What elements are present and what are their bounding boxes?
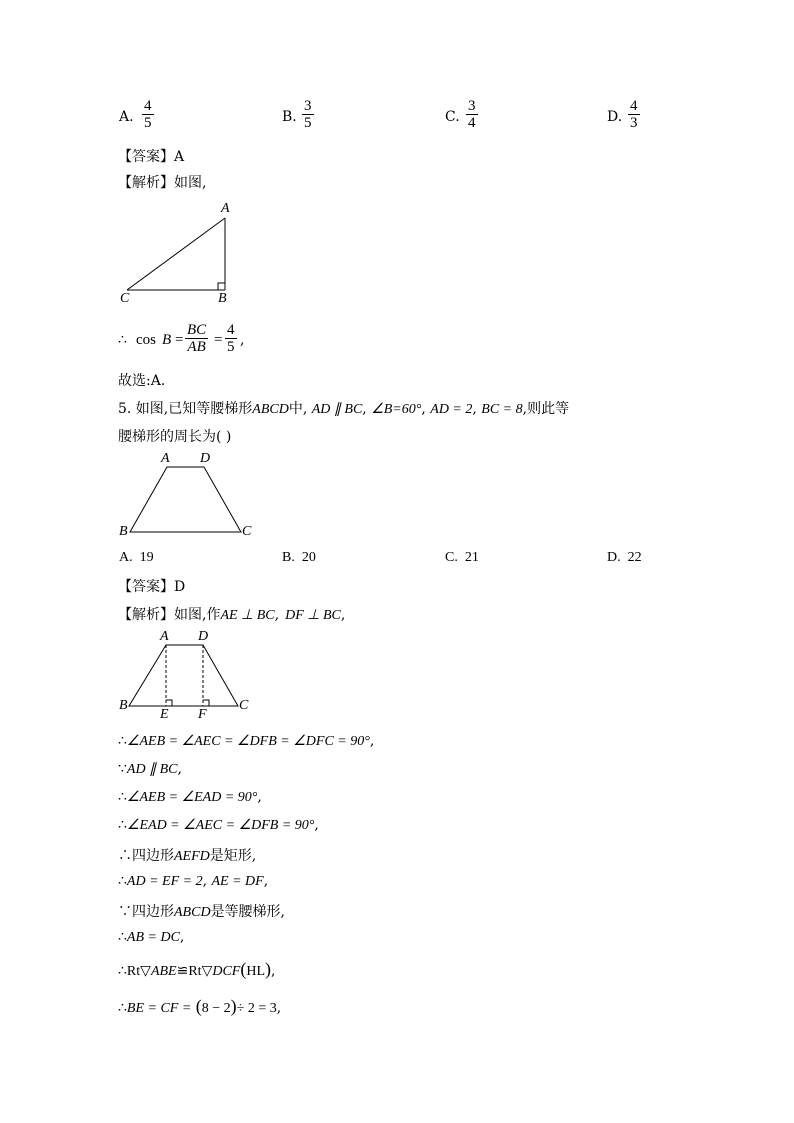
fraction-bc-ab: $\frac{BC}{AB}$ — [187, 322, 207, 355]
step-6: ∴AD = EF = 2, AE = DF, — [118, 873, 269, 889]
cos-tail: , — [240, 332, 245, 348]
congruence-line: ∴Rt▽ABE≌Rt▽DCF(HL), — [118, 959, 276, 979]
trap-label-c: C — [242, 524, 252, 539]
step-2: ∵AD ∥ BC, — [118, 761, 182, 777]
q4-option-c-fraction: $\frac{3}{4}$ — [468, 98, 476, 131]
q4-option-d-fraction: $\frac{4}{3}$ — [630, 98, 638, 131]
q5-option-b: B. 20 — [282, 550, 316, 565]
analysis-intro: 如图, — [174, 175, 207, 191]
trap-label-b: B — [119, 524, 128, 539]
cos-var: B — [162, 332, 172, 348]
q5-stem-line2: 腰梯形的周长为( ) — [118, 429, 232, 445]
trap2-label-b: B — [119, 698, 128, 713]
triangle-label-c: C — [120, 291, 130, 306]
final-line: ∴BE = CF = (8 − 2)÷ 2 = 3, — [118, 996, 282, 1016]
q4-option-a-fraction: $\frac{4}{5}$ — [144, 98, 152, 131]
trap2-label-a: A — [160, 629, 169, 644]
cos-func: cos — [136, 332, 156, 348]
trap2-label-d: D — [198, 629, 209, 644]
q4-option-c-letter: C. — [445, 109, 460, 125]
step-3: ∴∠AEB = ∠EAD = 90°, — [118, 789, 262, 805]
triangle-label-b: B — [218, 291, 227, 306]
answer-tag: 【答案】 — [118, 149, 174, 165]
q5-stem-line1: 5. 如图,已知等腰梯形ABCD中, AD ∥ BC, ∠B=60°, AD = 2, BC = 8,则此等 — [118, 401, 570, 417]
step-4: ∴∠EAD = ∠AEC = ∠DFB = 90°, — [118, 817, 319, 833]
trap2-label-c: C — [239, 698, 249, 713]
step-5: ∴四边形AEFD是矩形, — [118, 848, 257, 864]
q4-option-b-fraction: $\frac{3}{5}$ — [304, 98, 312, 131]
step-7: ∵四边形ABCD是等腰梯形, — [118, 904, 286, 920]
triangle-label-a: A — [221, 201, 230, 216]
q4-option-a-letter: A. — [119, 109, 134, 125]
analysis-tag: 【解析】 — [118, 175, 174, 191]
fraction-4-5: $\frac{4}{5}$ — [227, 322, 235, 355]
equals-1: = — [175, 332, 184, 348]
q5-analysis: 【解析】如图,作AE ⊥ BC, DF ⊥ BC, — [118, 607, 346, 623]
trap2-label-f: F — [198, 707, 207, 722]
trap-label-d: D — [200, 451, 211, 466]
q5-option-a: A. 19 — [119, 550, 154, 565]
q5-option-c: C. 21 — [445, 550, 479, 565]
right-angle-f — [203, 700, 209, 706]
trap-label-a: A — [161, 451, 170, 466]
step-1: ∴∠AEB = ∠AEC = ∠DFB = ∠DFC = 90°, — [118, 733, 375, 749]
trap2-label-e: E — [160, 707, 169, 722]
step-8: ∴AB = DC, — [118, 929, 185, 945]
q5-answer: 【答案】D — [118, 579, 186, 595]
answer-value: A — [174, 149, 185, 165]
therefore-symbol: ∴ — [118, 332, 127, 348]
equals-2: = — [214, 332, 223, 348]
q4-choice-text: 故选:A. — [118, 373, 166, 389]
q4-option-d-letter: D. — [607, 109, 623, 125]
q5-option-d: D. 22 — [607, 550, 642, 565]
right-angle-e — [166, 700, 172, 706]
q4-option-b-letter: B. — [282, 109, 297, 125]
